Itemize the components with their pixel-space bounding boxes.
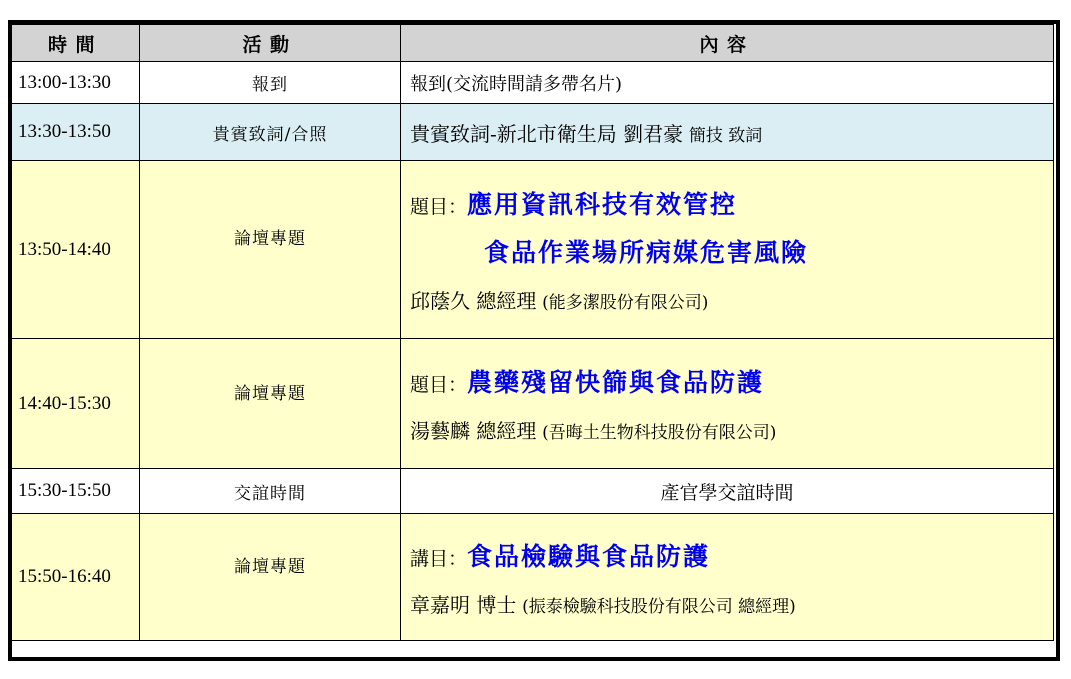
row-content: 產官學交誼時間 — [401, 469, 1054, 514]
row-time: 13:50-14:40 — [12, 161, 140, 339]
row-time: 15:50-16:40 — [12, 514, 140, 641]
row-activity: 論壇專題 — [140, 339, 401, 469]
speaker-name: 章嘉明 博士 — [410, 592, 517, 617]
topic-prefix: 講目： — [410, 547, 468, 570]
speaker-name: 湯藝麟 總經理 — [410, 419, 537, 443]
row-activity: 交誼時間 — [140, 469, 401, 514]
row-activity: 報到 — [140, 62, 401, 104]
speaker-organization: (吾晦土生物科技股份有限公司) — [542, 423, 777, 443]
speaker-organization: (能多潔股份有限公司) — [542, 293, 709, 313]
row-content: 報到(交流時間請多帶名片) — [401, 62, 1054, 104]
row-content — [401, 161, 1054, 339]
welcome-speech: 貴賓致詞-新北市衛生局 劉君豪 — [410, 121, 684, 146]
speaker-name: 邱蔭久 總經理 — [410, 289, 537, 313]
speaker-organization: (振泰檢驗科技股份有限公司 總經理) — [522, 596, 796, 617]
header-content: 內容 — [401, 25, 1054, 62]
row-time: 13:00-13:30 — [12, 62, 140, 104]
topic-prefix: 題目： — [410, 196, 468, 218]
topic-title: 農藥殘留快篩與食品防護 — [467, 368, 765, 397]
agenda-table — [11, 24, 1054, 641]
row-time: 13:30-13:50 — [12, 104, 140, 161]
row-content — [401, 339, 1054, 469]
table-row — [12, 339, 1054, 469]
topic-title: 應用資訊科技有效管控 — [467, 190, 738, 219]
table-row — [12, 514, 1054, 641]
header-activity: 活動 — [140, 25, 401, 62]
table-row — [12, 104, 1054, 161]
row-time: 14:40-15:30 — [12, 339, 140, 469]
row-content — [401, 104, 1054, 161]
topic-title-continued: 食品作業場所病媒危害風險 — [484, 238, 809, 267]
row-content — [401, 514, 1054, 641]
header-time: 時間 — [12, 25, 140, 62]
row-activity: 貴賓致詞/合照 — [140, 104, 401, 161]
speaker-title: 簡技 致詞 — [688, 125, 763, 146]
row-activity: 論壇專題 — [140, 514, 401, 641]
row-activity: 論壇專題 — [140, 161, 401, 339]
topic-title: 食品檢驗與食品防護 — [467, 541, 711, 571]
header-row — [12, 25, 1054, 62]
topic-prefix: 題目： — [410, 374, 468, 396]
table-row — [12, 469, 1054, 514]
table-row — [12, 62, 1054, 104]
table-row — [12, 161, 1054, 339]
row-time: 15:30-15:50 — [12, 469, 140, 514]
